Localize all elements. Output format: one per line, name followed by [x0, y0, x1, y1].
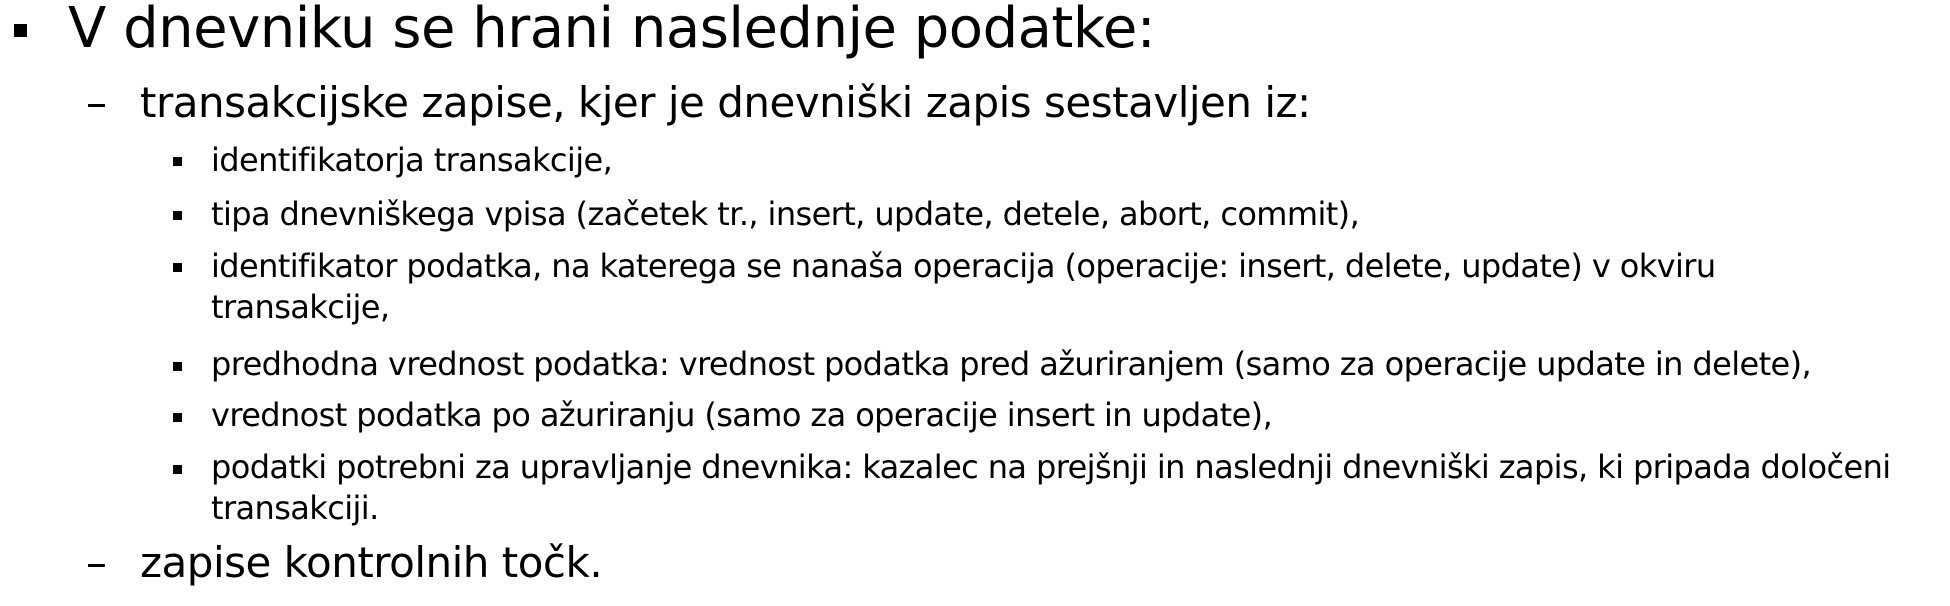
sub-item-transaction-id: identifikatorja transakcije,: [211, 141, 613, 179]
slide-heading: V dnevniku se hrani naslednje podatke:: [68, 0, 1156, 61]
square-bullet-icon: [173, 465, 182, 474]
sub-item-data-id-line1: identifikator podatka, na katerega se nanaša operacija (operacije: insert, delete, update) v okviru: [211, 247, 1716, 285]
sub-item-log-management-line2: transakciji.: [211, 489, 379, 527]
sub-item-log-management-line1: podatki potrebni za upravljanje dnevnika: kazalec na prejšnji in naslednji dnevniški zapis, ki pripada določeni: [211, 448, 1891, 486]
dash-bullet-icon: –: [86, 538, 107, 587]
list-item-checkpoint-records: zapise kontrolnih točk.: [140, 538, 603, 587]
sub-item-previous-value: predhodna vrednost podatka: vrednost podatka pred ažuriranjem (samo za operacije update in delete),: [211, 345, 1812, 383]
square-bullet-icon: [173, 211, 182, 220]
sub-item-entry-type: tipa dnevniškega vpisa (začetek tr., insert, update, detele, abort, commit),: [211, 195, 1360, 233]
square-bullet-icon: [173, 413, 182, 422]
list-item-transaction-records: transakcijske zapise, kjer je dnevniški zapis sestavljen iz:: [140, 78, 1311, 127]
square-bullet-icon: [173, 157, 182, 166]
sub-item-new-value: vrednost podatka po ažuriranju (samo za operacije insert in update),: [211, 396, 1273, 434]
sub-item-data-id-line2: transakcije,: [211, 288, 390, 326]
square-bullet-icon: [14, 24, 27, 37]
dash-bullet-icon: –: [86, 78, 107, 127]
square-bullet-icon: [173, 263, 182, 272]
square-bullet-icon: [173, 362, 182, 371]
